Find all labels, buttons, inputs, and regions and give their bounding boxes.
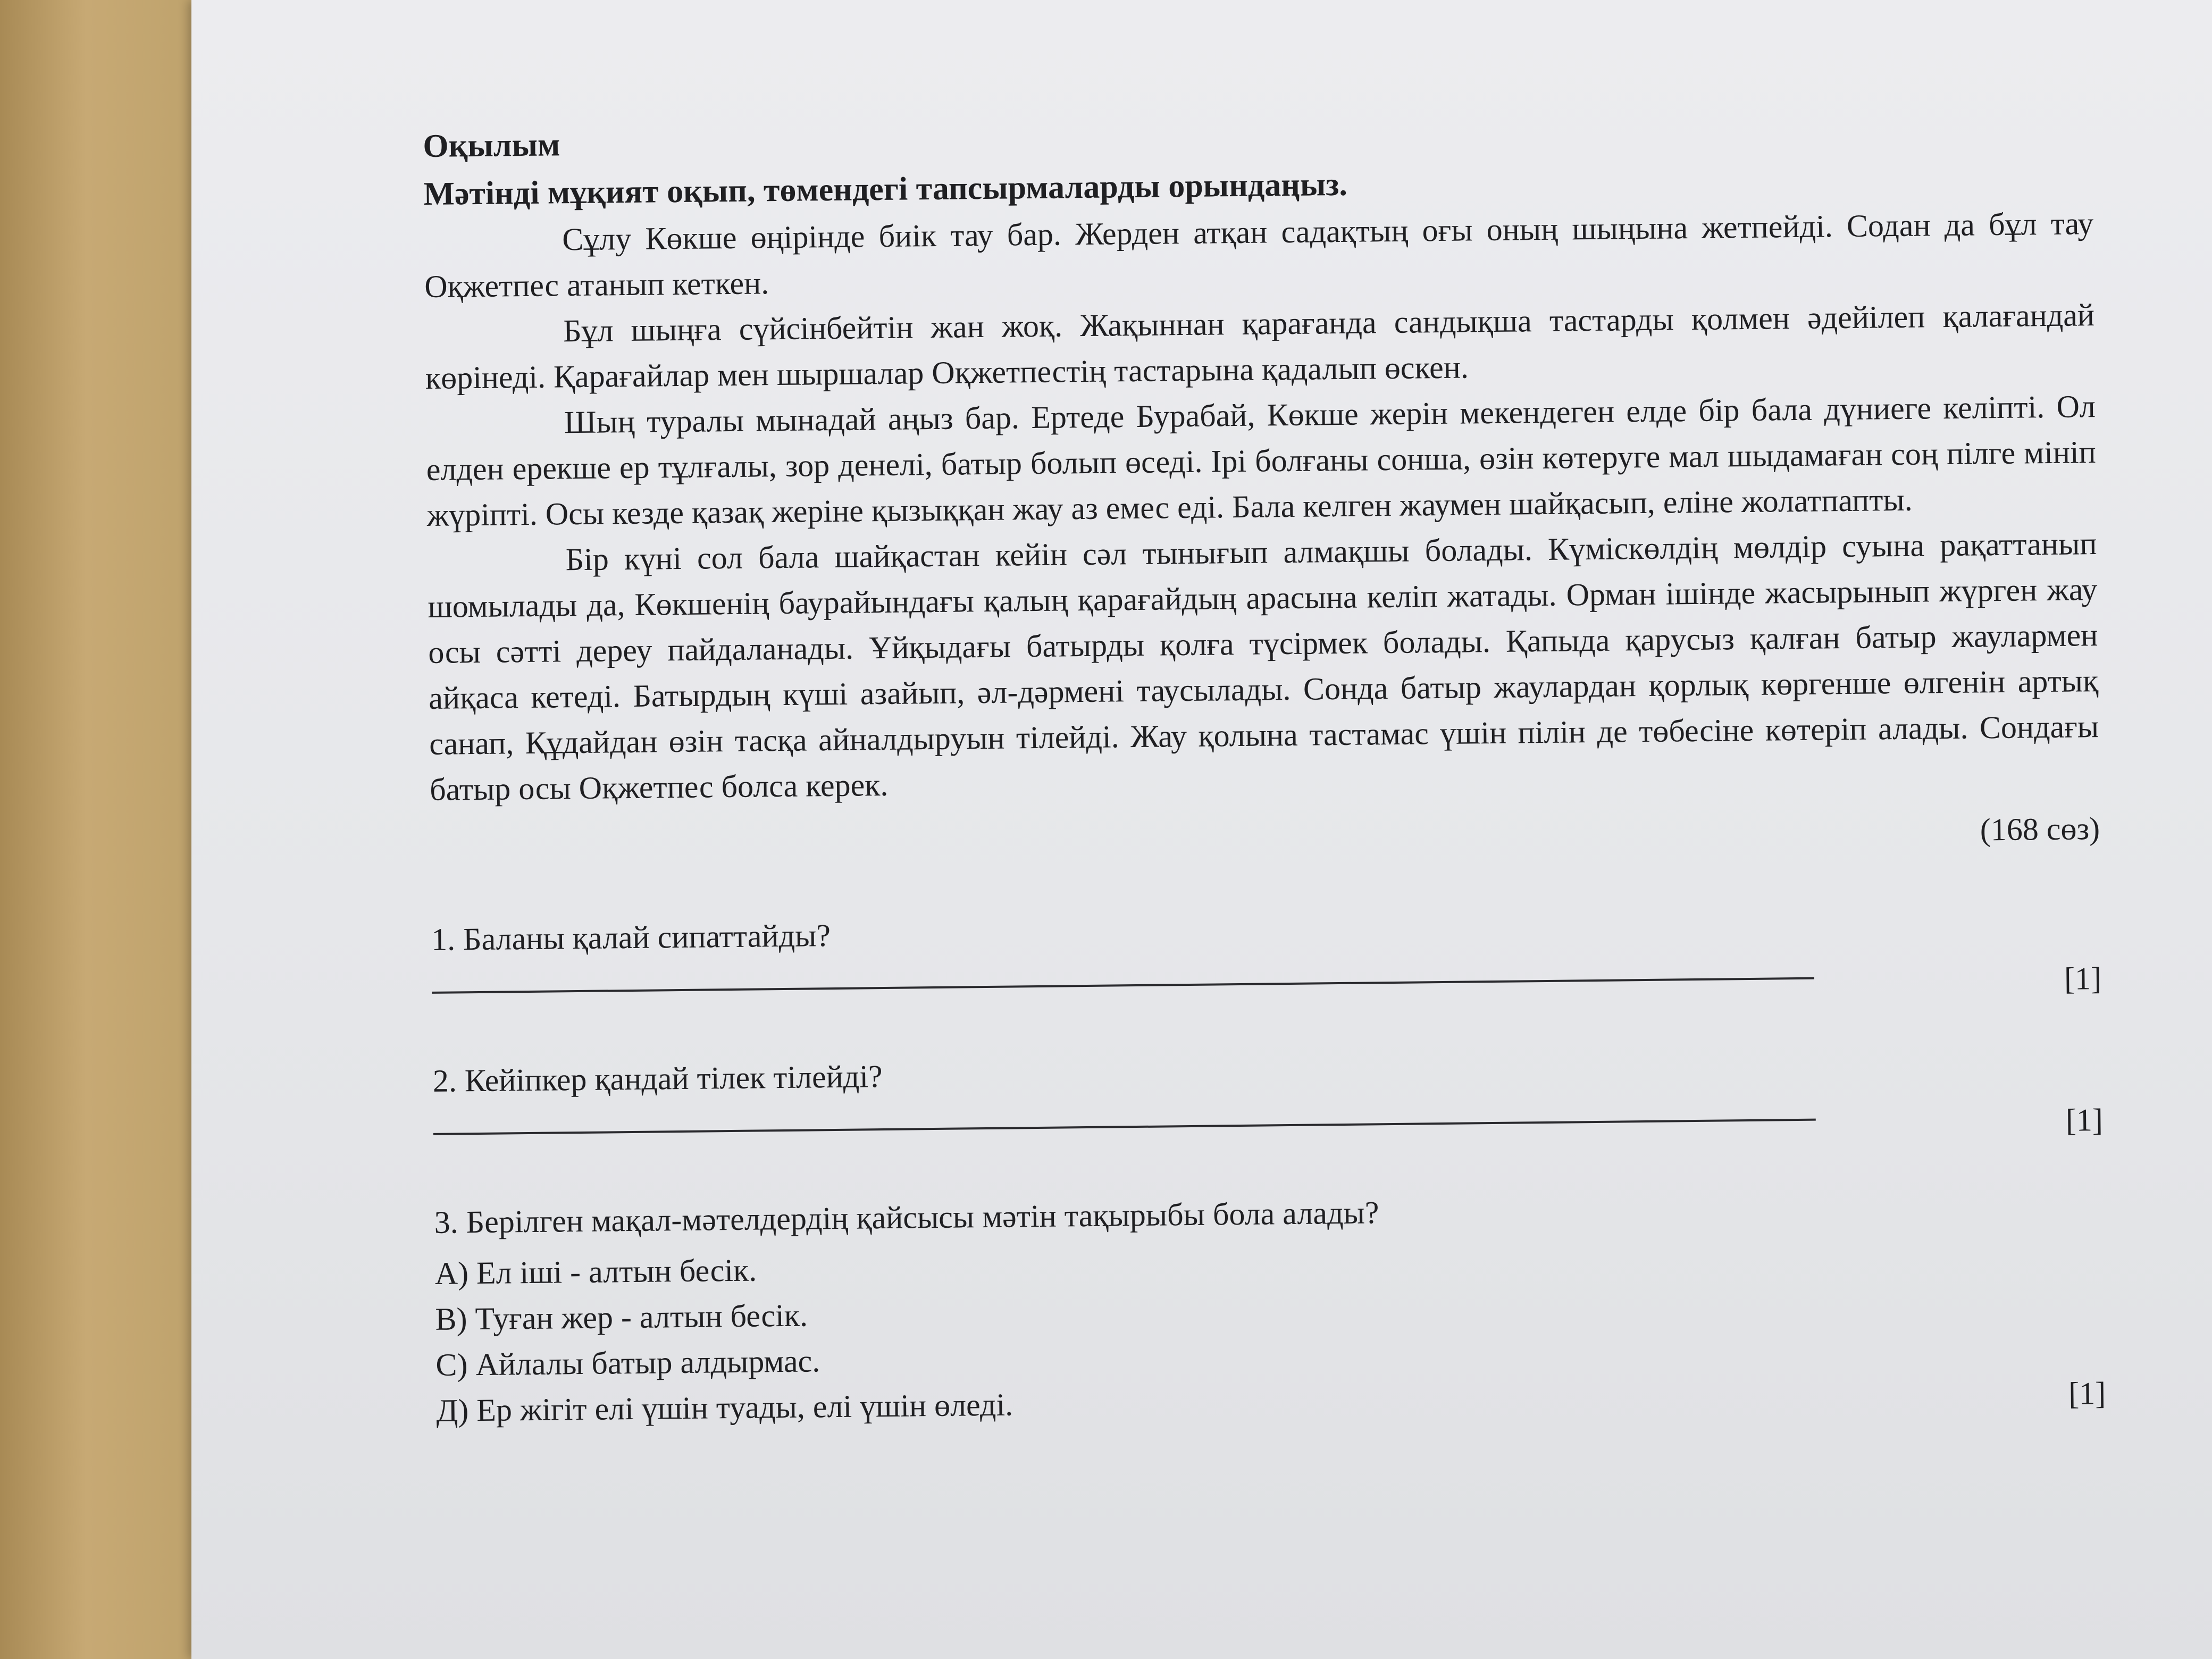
question-2 [432,1041,2103,1162]
question-3 [434,1182,2106,1434]
option-a[interactable]: А) Ел іші - алтын бесік. [434,1252,757,1291]
option-c[interactable]: С) Айлалы батыр алдырмас. [435,1343,820,1382]
question-2-text: 2. Кейіпкер қандай тілек тілейді? [432,1059,883,1099]
instruction: Мәтінді мұқият оқып, төмендегі тапсырмаларды орындаңыз. [423,166,1348,212]
question-1-text: 1. Баланы қалай сипаттайды? [431,918,831,957]
option-d-text: Д) Ер жігіт елі үшін туады, елі үшін өледі. [436,1387,1013,1428]
answer-line-1[interactable] [432,977,1814,994]
option-b[interactable]: В) Туған жер - алтын бесік. [435,1297,808,1337]
worksheet-content [423,105,2106,1434]
question-3-text: 3. Берілген мақал-мәтелдердің қайсысы мәтін тақырыбы бола алады? [434,1195,1379,1240]
options-list [434,1233,2106,1434]
paragraph-2: Бұл шыңға сүйсінбейтін жан жоқ. Жақыннан қарағанда сандықша тастарды қолмен әдейілеп қалағандай көрінеді. Қарағайлар мен шыршалар Оқжетпестің тастарына қадалып өскен. [425,297,2095,396]
paragraph-4: Бір күні сол бала шайқастан кейін сәл тынығып алмақшы болады. Күміскөлдің мөлдір суына рақаттанып шомылады да, Көкшенің баурайындағы қалың қарағайдың арасына келіп жатады. Орман ішінде жасырынып жүрген жау осы сәтті дереу пайдаланады. Ұйқыдағы батырды қолға түсірмек болады. Қапыда қарусыз қалған батыр жаулармен айқаса кетеді. Батырдың күші азайып, әл-дәрмені таусылады. Сонда батыр жаулардан қорлық көргенше өлгенін артық санап, Құдайдан өзін тасқа айналдыруын тілейді. Жау қолына тастамас үшін пілін де төбесіне көтеріп алады. Сондағы батыр осы Оқжетпес болса керек. [428,526,2099,807]
table-surface [0,0,191,1659]
answer-line-2[interactable] [433,1119,1816,1135]
paragraph-3: Шың туралы мынадай аңыз бар. Ертеде Бурабай, Көкше жерін мекендеген елде бір бала дүниеге келіпті. Ол елден ерекше ер тұлғалы, зор денелі, батыр болып өседі. Ірі болғаны сонша, өзін көтеруге мал шыдамаған соң пілге мініп жүріпті. Осы кезде қазақ жеріне қызыққан жау аз емес еді. Бала келген жаумен шайқасып, еліне жолатпапты. [426,389,2097,533]
question-1 [431,899,2102,1021]
question-2-score: [1] [2065,1102,2104,1138]
question-1-score: [1] [2064,961,2102,996]
paragraph-1: Сұлу Көкше өңірінде биік тау бар. Жерден атқан садақтың оғы оның шыңына жетпейді. Содан да бұл тау Оқжетпес атанып кеткен. [424,206,2094,304]
word-count: (168 сөз) [1980,811,2100,848]
question-3-score: [1] [2068,1375,2106,1411]
section-title: Оқылым [423,127,560,164]
